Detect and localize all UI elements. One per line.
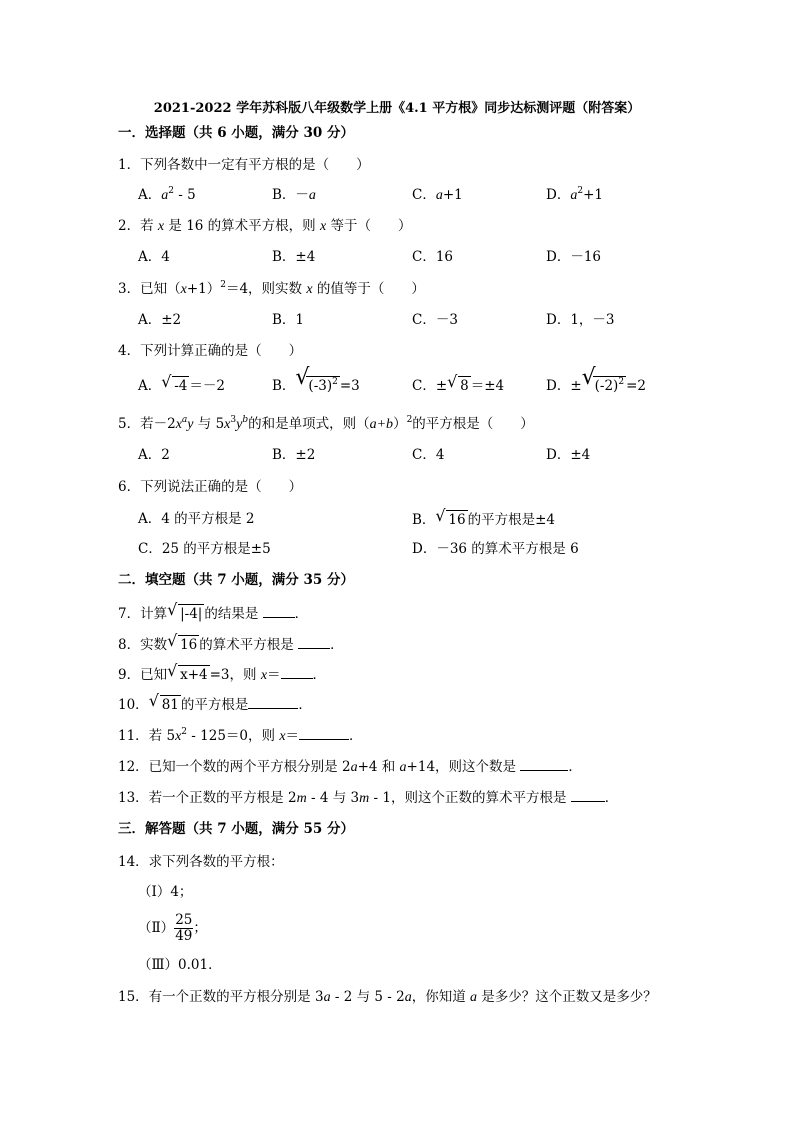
question-5-option-b: B．±2 bbox=[272, 447, 316, 463]
question-3-stem: 3．已知$(x+1)^2=4$，则实数 x 的值等于（ ） bbox=[118, 280, 425, 297]
question-13: 13．若一个正数的平方根是 2m - 4 与 3m - 1，则这个正数的算术平方根是 ． bbox=[118, 790, 619, 806]
answer-blank[interactable] bbox=[299, 727, 349, 740]
question-2-stem: 2．若 x 是 16 的算术平方根，则 x 等于（ ） bbox=[118, 218, 412, 234]
question-14-part-1: （Ⅰ）4； bbox=[138, 884, 193, 900]
question-6-option-d: D．－36 的算术平方根是 6 bbox=[412, 541, 579, 557]
question-5-option-a: A．2 bbox=[138, 447, 170, 463]
question-6-stem: 6．下列说法正确的是（ ） bbox=[118, 479, 303, 495]
answer-blank[interactable] bbox=[298, 636, 330, 649]
question-14-stem: 14．求下列各数的平方根： bbox=[118, 854, 284, 870]
section-heading-solve: 三．解答题（共 7 小题，满分 55 分） bbox=[118, 821, 354, 837]
answer-blank[interactable] bbox=[571, 789, 605, 802]
question-3-option-a: A．±2 bbox=[138, 312, 182, 328]
question-7: 7．计算√ |-4| 的结果是 ． bbox=[118, 604, 308, 623]
question-11: 11．若 $5x^2 - 125=0$，则 x＝ ． bbox=[118, 727, 363, 744]
question-3-option-d: D．1，－3 bbox=[546, 312, 615, 328]
question-9: 9．已知√ x+4 =3，则 x＝ ． bbox=[118, 665, 326, 685]
question-1-option-a: A．$a^2 - 5$ bbox=[138, 186, 196, 203]
question-6-option-b: B．√ 16 的平方根是±4 bbox=[412, 510, 555, 529]
question-12: 12．已知一个数的两个平方根分别是 2a+4 和 a+14，则这个数是 ． bbox=[118, 759, 582, 775]
question-1-option-d: D．$a^2+1$ bbox=[546, 186, 603, 203]
question-15: 15．有一个正数的平方根分别是 3a - 2 与 5 - 2a，你知道 a 是多少？这个正数又是多少？ bbox=[118, 989, 657, 1005]
question-2-option-a: A．4 bbox=[138, 249, 170, 265]
question-3-option-c: C．－3 bbox=[412, 312, 458, 328]
question-1-stem: 1．下列各数中一定有平方根的是（ ） bbox=[118, 157, 370, 173]
question-6-option-c: C．25 的平方根是±5 bbox=[138, 541, 271, 557]
question-4-stem: 4．下列计算正确的是（ ） bbox=[118, 343, 303, 359]
answer-blank[interactable] bbox=[263, 605, 295, 618]
question-1-option-b: B．－a bbox=[272, 187, 316, 203]
question-4-option-b: B．√ $(-3)^2 =3$ bbox=[272, 376, 360, 395]
section-heading-choice: 一．选择题（共 6 小题，满分 30 分） bbox=[118, 125, 354, 141]
question-2-option-b: B．±4 bbox=[272, 249, 316, 265]
answer-blank[interactable] bbox=[248, 696, 298, 709]
question-2-option-d: D．－16 bbox=[546, 249, 602, 265]
section-heading-fill: 二．填空题（共 7 小题，满分 35 分） bbox=[118, 572, 354, 588]
question-5-option-d: D．±4 bbox=[546, 447, 591, 463]
question-5-option-c: C．4 bbox=[412, 447, 445, 463]
question-14-part-3: （Ⅲ）0.01． bbox=[138, 957, 222, 973]
question-10: 10．√ 81 的平方根是 ． bbox=[118, 695, 312, 714]
question-4-option-d: D．±√ $(-2)^2 =2$ bbox=[546, 376, 646, 395]
question-5-stem: 5．若$-2x^ay$ 与 $5x^3y^b$的和是单项式，则$(a+b)^2$的平方根是（ ） bbox=[118, 415, 534, 432]
answer-blank[interactable] bbox=[520, 758, 568, 771]
question-6-option-a: A．4 的平方根是 2 bbox=[138, 511, 255, 527]
answer-blank[interactable] bbox=[281, 666, 313, 679]
question-3-option-b: B．1 bbox=[272, 312, 305, 328]
question-8: 8．实数√ 16 的算术平方根是 ． bbox=[118, 635, 344, 654]
question-14-part-2: （Ⅱ） $\frac{25}{49}$ ； bbox=[138, 912, 207, 944]
question-4-option-a: A．√ -4 ＝－2 bbox=[138, 376, 225, 395]
question-2-option-c: C．16 bbox=[412, 249, 454, 265]
document-title: 2021-2022 学年苏科版八年级数学上册《4.1 平方根》同步达标测评题（附答案） bbox=[153, 101, 641, 116]
question-1-option-c: C．a+1 bbox=[412, 187, 463, 203]
question-4-option-c: C．±√ 8 ＝±4 bbox=[412, 376, 504, 395]
